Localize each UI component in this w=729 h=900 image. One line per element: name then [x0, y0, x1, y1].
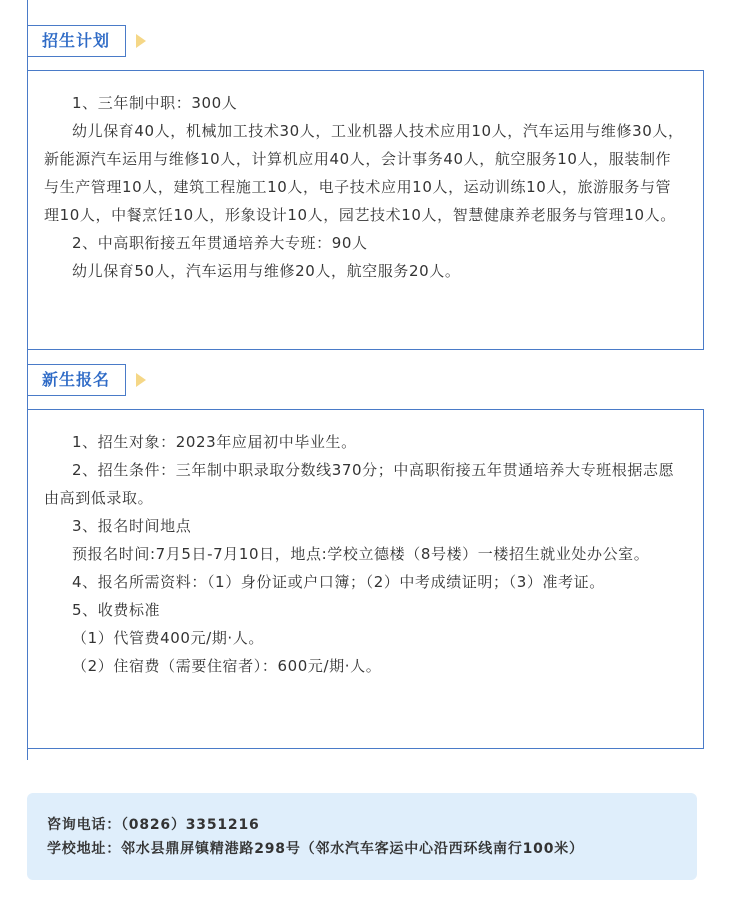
- registration-item: 1、招生对象：2023年应届初中毕业生。: [72, 433, 357, 451]
- plan-content-box: [27, 70, 704, 350]
- section-title-registration: 新生报名: [27, 364, 126, 396]
- contact-address: 学校地址：邻水县鼎屏镇精港路298号（邻水汽车客运中心沿西环线南行100米）: [47, 841, 584, 857]
- plan-item: 幼儿保育40人，机械加工技术30人，工业机器人技术应用10人，汽车运用与维修30人，新能源汽车运用与维修10人，计算机应用40人，会计事务40人，航空服务10人，服装制作与生产管理10人，建筑工程施工10人，电子技术应用10人，运动训练10人，旅游服务与管理10人，中餐烹饪10人，形象设计10人，园艺技术10人，智慧健康养老服务与管理10人。: [44, 122, 684, 224]
- plan-item: 幼儿保育50人，汽车运用与维修20人，航空服务20人。: [72, 262, 461, 280]
- registration-item: 5、收费标准: [72, 601, 161, 619]
- plan-item: 2、中高职衔接五年贯通培养大专班：90人: [72, 234, 368, 252]
- arrow-icon: [136, 373, 146, 387]
- section-title-plan: 招生计划: [27, 25, 126, 57]
- registration-item: 2、招生条件：三年制中职录取分数线370分；中高职衔接五年贯通培养大专班根据志愿由高到低录取。: [44, 461, 675, 507]
- arrow-icon: [136, 34, 146, 48]
- registration-content-box: [27, 409, 704, 749]
- registration-item: （1）代管费400元/期·人。: [72, 629, 264, 647]
- registration-item: （2）住宿费（需要住宿者）：600元/期·人。: [72, 657, 382, 675]
- registration-item: 预报名时间:7月5日-7月10日，地点:学校立德楼（8号楼）一楼招生就业处办公室。: [72, 545, 650, 563]
- plan-item: 1、三年制中职：300人: [72, 94, 238, 112]
- contact-card: [27, 793, 697, 880]
- registration-item: 3、报名时间地点: [72, 517, 192, 535]
- registration-item: 4、报名所需资料：（1）身份证或户口簿；（2）中考成绩证明；（3）准考证。: [72, 573, 605, 591]
- contact-phone: 咨询电话：（0826）3351216: [47, 817, 260, 833]
